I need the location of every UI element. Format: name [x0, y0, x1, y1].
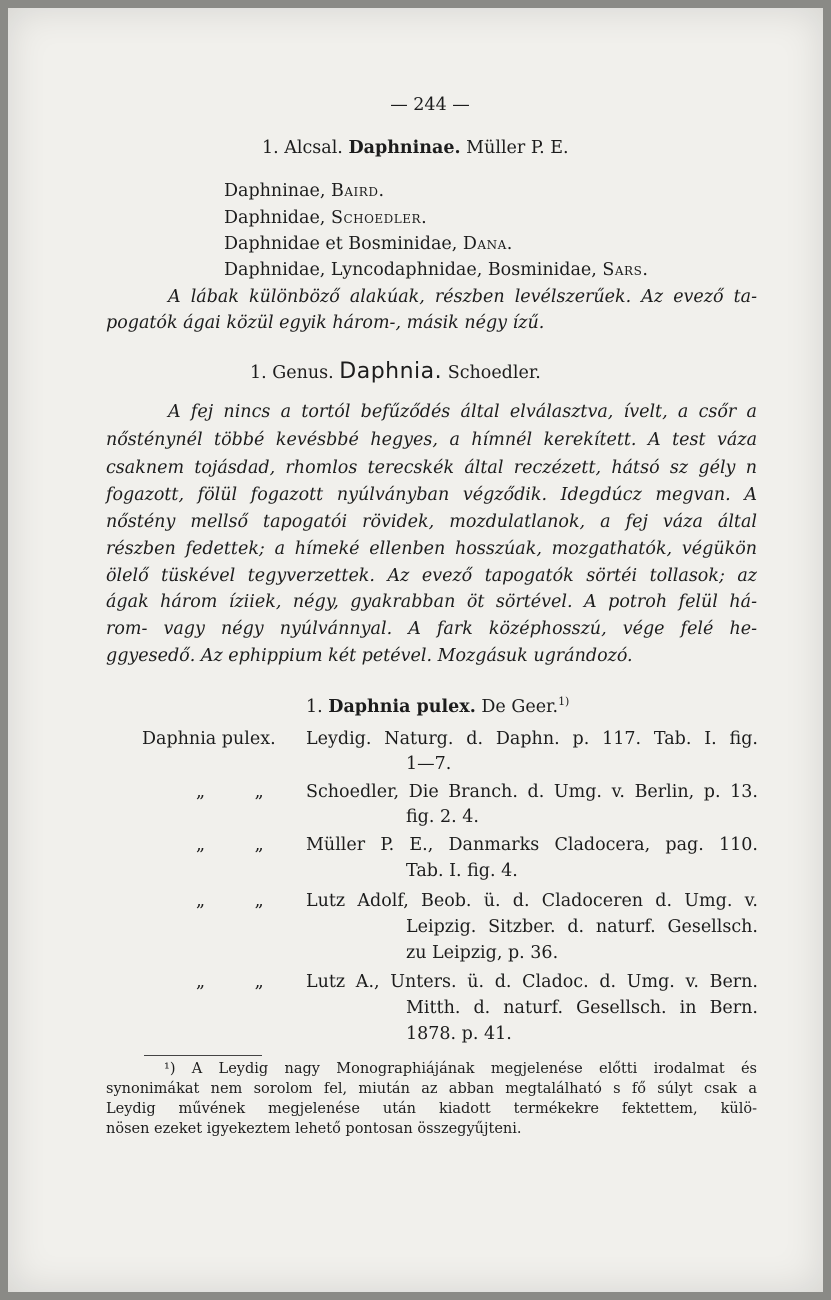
- species-num: 1.: [306, 696, 323, 717]
- reference-prefix: „ „: [196, 891, 264, 911]
- footnote-line: Leydig művének megjelenése után kiadott termékekre fektettem, külö-: [106, 1101, 757, 1117]
- genus-heading: [250, 361, 541, 384]
- reference-line: fig. 2. 4.: [406, 807, 479, 827]
- synonym-line: Daphnidae et Bosminidae, Dana.: [224, 234, 513, 254]
- reference-line: Müller P. E., Danmarks Cladocera, pag. 110.: [306, 835, 758, 855]
- genus-author: Schoedler.: [447, 363, 541, 383]
- subfamily-description: A lábak különböző alakúak, részben levélszerűek. Az evező ta-: [168, 287, 757, 307]
- synonym-line: Daphnidae, Lyncodaphnidae, Bosminidae, Sars.: [224, 260, 649, 280]
- reference-line: zu Leipzig, p. 36.: [406, 943, 559, 963]
- reference-line: 1878. p. 41.: [406, 1024, 512, 1044]
- synonym-line: Daphnidae, Schoedler.: [224, 208, 428, 228]
- reference-prefix: „ „: [196, 782, 264, 802]
- reference-line: Lutz A., Unters. ü. d. Cladoc. d. Umg. v. Bern.: [306, 972, 758, 992]
- reference-line: Schoedler, Die Branch. d. Umg. v. Berlin, p. 13.: [306, 782, 758, 802]
- reference-line: Leydig. Naturg. d. Daphn. p. 117. Tab. I. fig.: [306, 729, 758, 749]
- genus-description: nőstény mellső tapogatói rövidek, mozdulatlanok, a fej váza által: [106, 512, 757, 532]
- reference-line: Tab. I. fig. 4.: [406, 861, 518, 881]
- genus-num: 1. Genus.: [250, 363, 334, 383]
- genus-description: rom- vagy négy nyúlvánnyal. A fark középhosszú, vége felé he-: [106, 619, 757, 639]
- reference-line: 1—7.: [406, 754, 452, 774]
- reference-prefix: „ „: [196, 972, 264, 992]
- reference-line: Lutz Adolf, Beob. ü. d. Cladoceren d. Umg. v.: [306, 891, 758, 911]
- genus-description: ggyesedő. Az ephippium két petével. Mozgásuk ugrándozó.: [106, 646, 633, 666]
- reference-line: Mitth. d. naturf. Gesellsch. in Bern.: [406, 998, 758, 1018]
- subfamily-heading: [262, 137, 569, 159]
- page-number: — 244 —: [390, 95, 470, 115]
- reference-line: Leipzig. Sitzber. d. naturf. Gesellsch.: [406, 917, 758, 937]
- species-author: De Geer.: [481, 696, 559, 717]
- genus-description: csaknem tojásdad, rhomlos terecskék által reczézett, hátsó sz gély n: [106, 458, 757, 478]
- book-page: [8, 8, 823, 1292]
- species-heading: [306, 691, 569, 718]
- species-name: Daphnia pulex.: [328, 696, 476, 717]
- genus-description: A fej nincs a tortól befűződés által elválasztva, ívelt, a csőr a: [168, 402, 757, 422]
- reference-prefix: Daphnia pulex.: [142, 729, 276, 749]
- genus-description: fogazott, fölül fogazott nyúlványban végződik. Idegdúcz megvan. A: [106, 485, 757, 505]
- footnote-line: ¹) A Leydig nagy Monographiájának megjelenése előtti irodalmat és: [164, 1061, 757, 1077]
- subfamily-author: Müller P. E.: [466, 138, 569, 158]
- footnote-marker: 1): [558, 695, 570, 708]
- footnote-line: synonimákat nem sorolom fel, miután az abban megtalálható s fő súlyt csak a: [106, 1081, 757, 1097]
- footnote-line: nösen ezeket igyekeztem lehető pontosan összegyűjteni.: [106, 1121, 522, 1137]
- genus-description: ölelő tüskével tegyverzettek. Az evező tapogatók sörtéi tollasok; az: [106, 566, 757, 586]
- genus-name: Daphnia.: [339, 359, 443, 384]
- genus-description: ágak három íziiek, négy, gyakrabban öt sörtével. A potroh felül há-: [106, 592, 757, 612]
- subfamily-num: 1. Alcsal.: [262, 138, 343, 158]
- subfamily-name: Daphninae.: [348, 138, 461, 158]
- subfamily-description: pogatók ágai közül egyik három-, másik négy ízű.: [106, 313, 545, 333]
- genus-description: részben fedettek; a hímeké ellenben hosszúak, mozgathatók, végükön: [106, 539, 757, 559]
- synonym-line: Daphninae, Baird.: [224, 181, 385, 201]
- genus-description: nősténynél többé kevésbbé hegyes, a hímnél kerekített. A test váza: [106, 430, 757, 450]
- reference-prefix: „ „: [196, 835, 264, 855]
- footnote-rule: [144, 1055, 262, 1056]
